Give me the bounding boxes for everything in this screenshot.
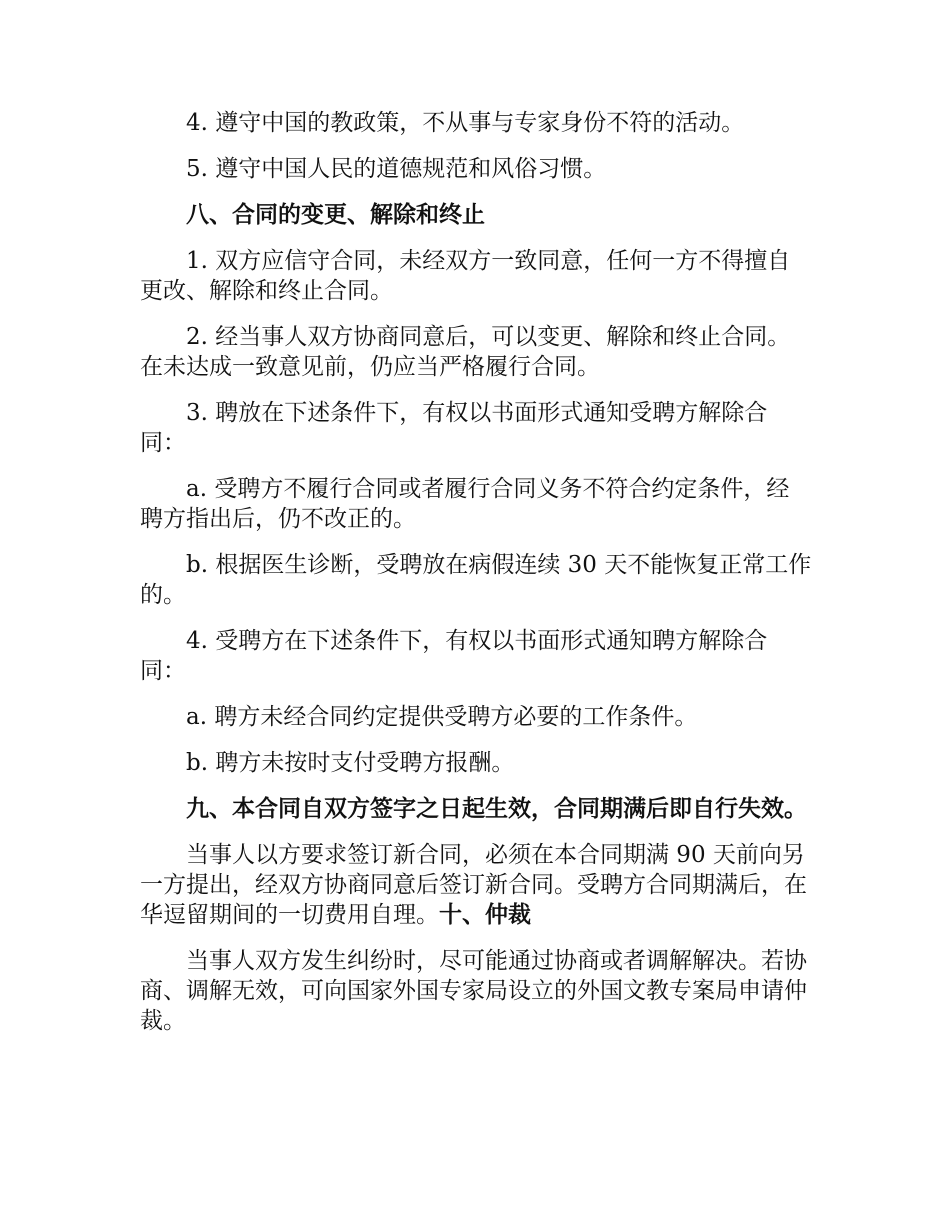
- section-heading: 八、合同的变更、解除和终止: [186, 201, 485, 228]
- clause-paragraph: 当事人双方发生纠纷时，尽可能通过协商或者调解解决。若协商、调解无效，可向国家外国专家局设立的外国文教专案局申请仲裁。: [140, 948, 807, 1034]
- section-heading-inline: 十、仲裁: [439, 901, 531, 928]
- sub-clause-item: a. 聘方未经合同约定提供受聘方必要的工作条件。: [186, 704, 698, 730]
- clause-item: 4. 受聘方在下述条件下，有权以书面形式通知聘方解除合同：: [140, 628, 768, 684]
- clause-item: 3. 聘放在下述条件下，有权以书面形式通知受聘方解除合同：: [140, 400, 768, 456]
- document-page: [140, 108, 812, 1052]
- clause-item: 5. 遵守中国人民的道德规范和风俗习惯。: [186, 156, 607, 182]
- clause-paragraph: [140, 840, 812, 930]
- clause-item: 4. 遵守中国的教政策，不从事与专家身份不符的活动。: [186, 110, 745, 136]
- clause-item: 2. 经当事人双方协商同意后，可以变更、解除和终止合同。在未达成一致意见前，仍应当严格履行合同。: [140, 324, 791, 380]
- sub-clause-item: b. 根据医生诊断，受聘放在病假连续 30 天不能恢复正常工作的。: [140, 552, 812, 608]
- sub-clause-item: a. 受聘方不履行合同或者履行合同义务不符合约定条件，经聘方指出后，仍不改正的。: [140, 476, 790, 532]
- sub-clause-item: b. 聘方未按时支付受聘方报酬。: [186, 750, 515, 776]
- clause-item: 1. 双方应信守合同，未经双方一致同意，任何一方不得擅自更改、解除和终止合同。: [140, 248, 791, 304]
- clause-paragraph-text: 当事人以方要求签订新合同，必须在本合同期满 90 天前向另一方提出，经双方协商同意后签订新合同。受聘方合同期满后，在华逗留期间的一切费用自理。: [140, 842, 807, 928]
- section-heading: 九、本合同自双方签字之日起生效，合同期满后即自行失效。: [186, 795, 807, 822]
